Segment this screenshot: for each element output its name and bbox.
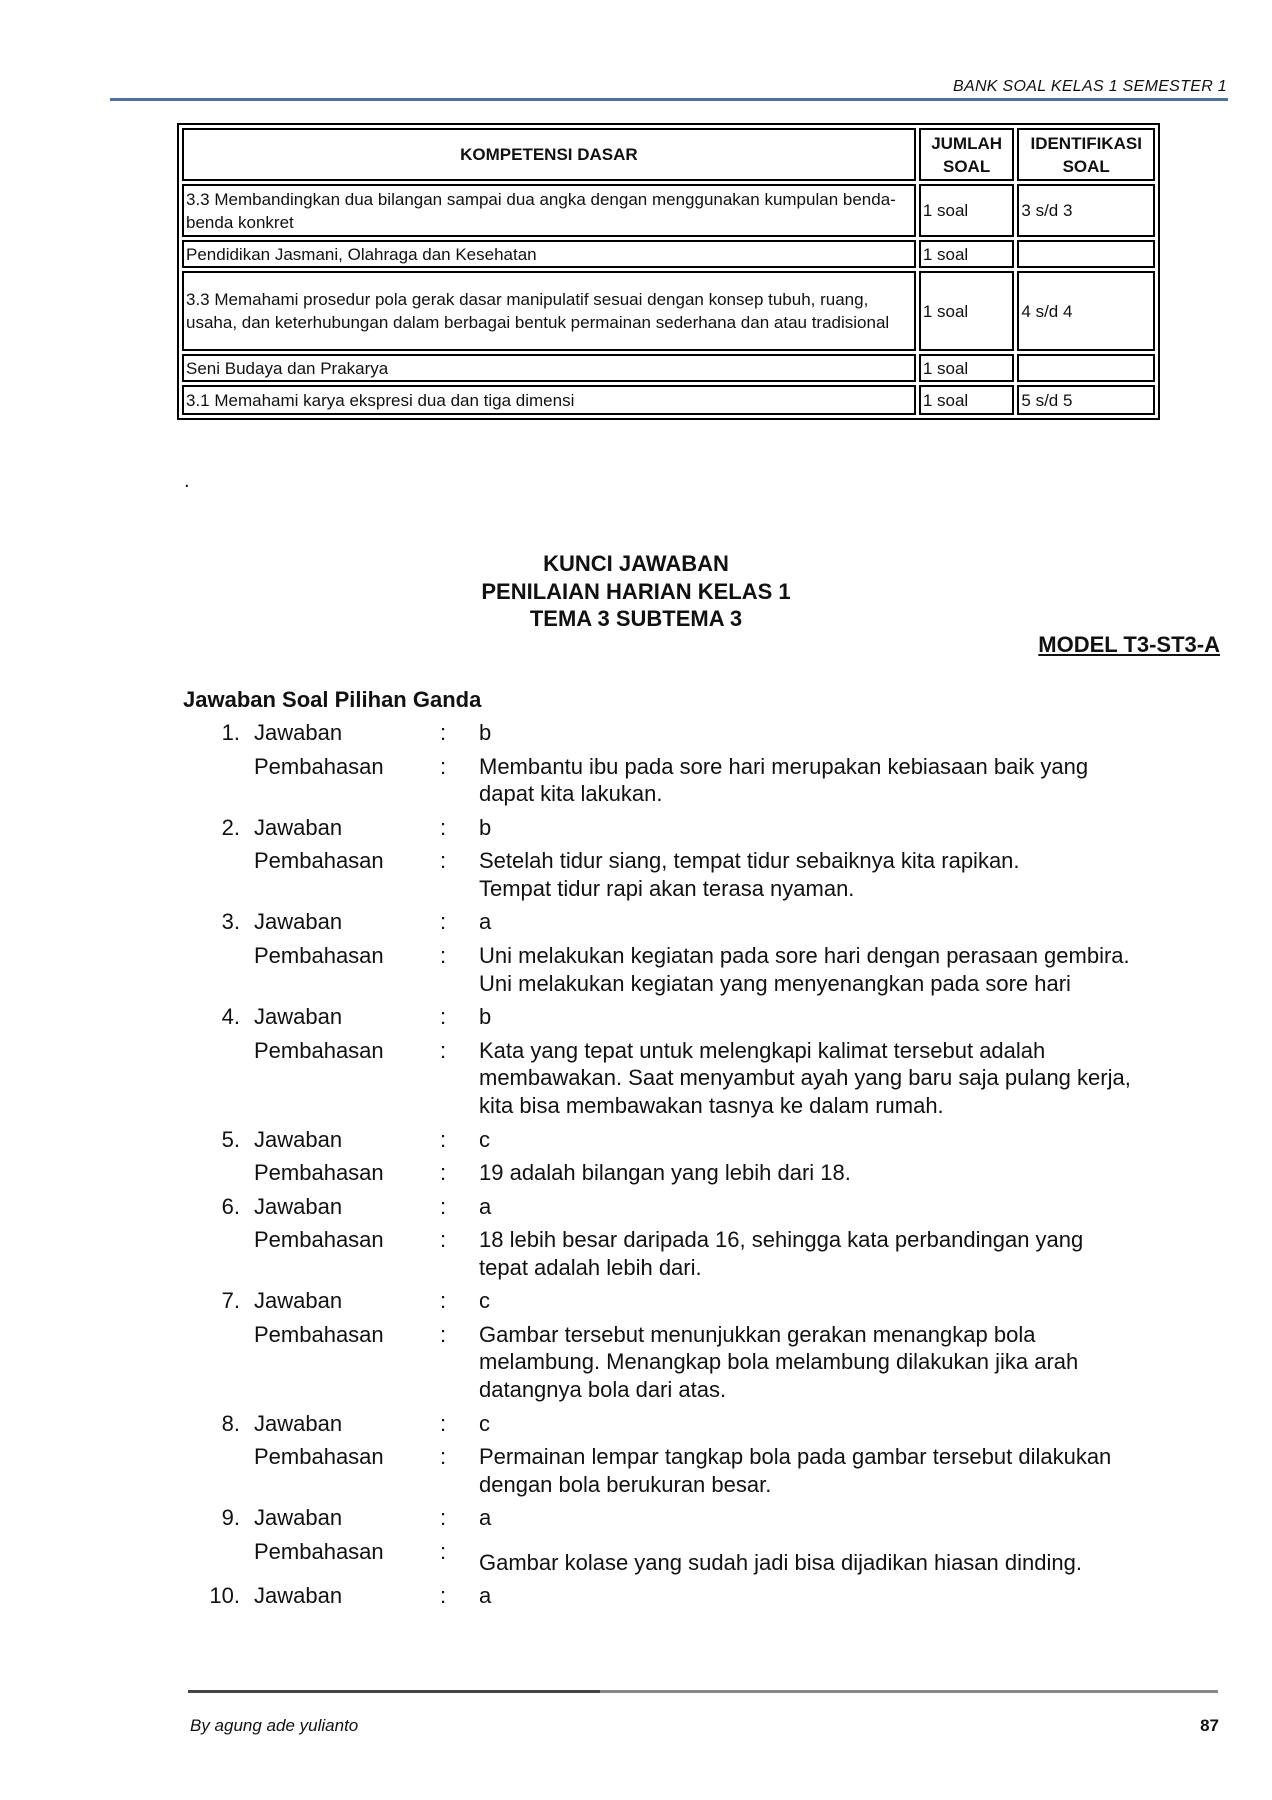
explanation-text (479, 1321, 1199, 1404)
explanation-row (0, 753, 1199, 814)
colon: : (440, 1410, 447, 1436)
section-heading: Jawaban Soal Pilihan Ganda (183, 687, 482, 712)
colon: : (440, 753, 447, 779)
explanation-row (0, 942, 1199, 1003)
explanation-text (479, 1159, 1199, 1187)
pembahasan-label: Pembahasan (254, 1538, 384, 1564)
cell-jumlah: 1 soal (919, 354, 1015, 382)
explanation-row (0, 847, 1199, 908)
answer-row (0, 908, 1199, 942)
explanation-line: Uni melakukan kegiatan yang menyenangkan pada sore hari (479, 970, 1071, 996)
header-divider (110, 98, 1228, 101)
explanation-row (0, 1226, 1199, 1287)
jawaban-label: Jawaban (254, 1505, 343, 1531)
table-row (182, 271, 1155, 351)
title-line-2: PENILAIAN HARIAN KELAS 1 (481, 578, 791, 604)
pembahasan-label: Pembahasan (254, 942, 384, 968)
pembahasan-label: Pembahasan (254, 1160, 384, 1186)
explanation-line: Kata yang tepat untuk melengkapi kalimat tersebut adalah (479, 1037, 1046, 1063)
answer-value: a (479, 1583, 492, 1609)
explanation-text (479, 1226, 1199, 1281)
explanation-row (0, 1538, 1199, 1583)
pembahasan-label: Pembahasan (254, 848, 384, 874)
jawaban-label: Jawaban (254, 1410, 343, 1436)
answer-row (0, 1504, 1199, 1538)
competency-table (177, 123, 1160, 420)
cell-identifikasi (1017, 354, 1155, 382)
answer-value: a (479, 1193, 492, 1219)
cell-jumlah: 1 soal (919, 271, 1015, 351)
pembahasan-label: Pembahasan (254, 1227, 384, 1253)
colon: : (440, 909, 447, 935)
colon: : (440, 1227, 447, 1253)
explanation-line: melambung. Menangkap bola melambung dilakukan jika arah (479, 1349, 1079, 1375)
explanation-row (0, 1443, 1199, 1504)
explanation-line: Gambar tersebut menunjukkan gerakan menangkap bola (479, 1321, 1036, 1347)
jawaban-label: Jawaban (254, 1583, 343, 1609)
header-identifikasi: IDENTIFIKASI SOAL (1017, 128, 1155, 181)
header-jumlah: JUMLAH SOAL (919, 128, 1015, 181)
answer-row (0, 1287, 1199, 1321)
answer-row (0, 814, 1199, 848)
answer-row (0, 1126, 1199, 1160)
item-number: 7. (221, 1288, 240, 1314)
jawaban-label: Jawaban (254, 909, 343, 935)
answer-value: c (479, 1410, 490, 1436)
pembahasan-label: Pembahasan (254, 1444, 384, 1470)
item-number: 10. (209, 1583, 240, 1609)
jawaban-label: Jawaban (254, 1126, 343, 1152)
title-line-3: TEMA 3 SUBTEMA 3 (529, 606, 743, 631)
table-row (182, 240, 1155, 268)
colon: : (440, 1004, 447, 1030)
item-number: 3. (221, 909, 240, 935)
colon: : (440, 1037, 447, 1063)
colon: : (440, 1160, 447, 1186)
item-number: 1. (221, 720, 240, 745)
cell-identifikasi: 3 s/d 3 (1017, 184, 1155, 237)
answer-value: b (479, 1004, 492, 1030)
colon: : (440, 848, 447, 874)
explanation-line: Uni melakukan kegiatan pada sore hari dengan perasaan gembira. (479, 942, 1130, 968)
explanation-line: Gambar kolase yang sudah jadi bisa dijadikan hiasan dinding. (479, 1549, 1082, 1575)
colon: : (440, 1193, 447, 1219)
explanation-line: 19 adalah bilangan yang lebih dari 18. (479, 1160, 851, 1186)
table-row (182, 184, 1155, 237)
colon: : (440, 1505, 447, 1531)
explanation-text (479, 1538, 1199, 1577)
answer-value: c (479, 1126, 490, 1152)
answer-row (0, 1582, 1199, 1616)
footer-author: By agung ade yulianto (190, 1716, 359, 1735)
document-title (0, 550, 1272, 633)
cell-identifikasi: 5 s/d 5 (1017, 385, 1155, 415)
explanation-line: Permainan lempar tangkap bola pada gambar tersebut dilakukan (479, 1444, 1112, 1470)
cell-identifikasi (1017, 240, 1155, 268)
pembahasan-label: Pembahasan (254, 1321, 384, 1347)
cell-jumlah: 1 soal (919, 184, 1015, 237)
explanation-line: Setelah tidur siang, tempat tidur sebaiknya kita rapikan. (479, 848, 1020, 874)
table-row (182, 385, 1155, 415)
explanation-line: Membantu ibu pada sore hari merupakan kebiasaan baik yang (479, 753, 1089, 779)
explanation-text (479, 1443, 1199, 1498)
table-row (182, 354, 1155, 382)
explanation-row (0, 1159, 1199, 1193)
explanation-text (479, 847, 1199, 902)
cell-jumlah: 1 soal (919, 385, 1015, 415)
colon: : (440, 1444, 447, 1470)
item-number: 4. (221, 1004, 240, 1030)
explanation-line: dengan bola berukuran besar. (479, 1471, 772, 1497)
model-code: MODEL T3-ST3-A (1038, 632, 1220, 657)
explanation-line: dapat kita lakukan. (479, 781, 663, 807)
answer-value: a (479, 1505, 492, 1531)
jawaban-label: Jawaban (254, 1193, 343, 1219)
footer-divider (188, 1690, 1218, 1693)
answer-list (0, 719, 1199, 1616)
cell-kompetensi: 3.1 Memahami karya ekspresi dua dan tiga dimensi (182, 385, 916, 415)
item-number: 6. (221, 1193, 240, 1219)
item-number: 5. (221, 1126, 240, 1152)
jawaban-label: Jawaban (254, 814, 343, 840)
jawaban-label: Jawaban (254, 720, 343, 745)
colon: : (440, 1538, 447, 1564)
cell-jumlah: 1 soal (919, 240, 1015, 268)
explanation-line: Tempat tidur rapi akan terasa nyaman. (479, 875, 855, 901)
answer-value: b (479, 720, 492, 745)
answer-value: b (479, 814, 492, 840)
stray-dot: . (184, 470, 190, 492)
cell-identifikasi: 4 s/d 4 (1017, 271, 1155, 351)
colon: : (440, 1126, 447, 1152)
cell-kompetensi: Pendidikan Jasmani, Olahraga dan Kesehatan (182, 240, 916, 268)
jawaban-label: Jawaban (254, 1288, 343, 1314)
answer-row (0, 1410, 1199, 1444)
colon: : (440, 1583, 447, 1609)
answer-row (0, 1003, 1199, 1037)
pembahasan-label: Pembahasan (254, 1037, 384, 1063)
item-number: 8. (221, 1410, 240, 1436)
running-header: BANK SOAL KELAS 1 SEMESTER 1 (953, 78, 1227, 95)
page-number: 87 (1200, 1716, 1219, 1735)
title-line-1: KUNCI JAWABAN (543, 551, 729, 576)
cell-kompetensi: Seni Budaya dan Prakarya (182, 354, 916, 382)
colon: : (440, 1321, 447, 1347)
explanation-line: kita bisa membawakan tasnya ke dalam rumah. (479, 1093, 944, 1119)
pembahasan-label: Pembahasan (254, 753, 384, 779)
explanation-row (0, 1037, 1199, 1126)
answer-row (0, 719, 1199, 753)
explanation-text (479, 942, 1199, 997)
item-number: 2. (221, 814, 240, 840)
table-header-row (182, 128, 1155, 181)
answer-row (0, 1193, 1199, 1227)
answer-value: c (479, 1288, 490, 1314)
explanation-text (479, 1037, 1199, 1120)
explanation-row (0, 1321, 1199, 1410)
header-kompetensi: KOMPETENSI DASAR (182, 128, 916, 181)
explanation-line: datangnya bola dari atas. (479, 1377, 727, 1403)
colon: : (440, 720, 447, 745)
jawaban-label: Jawaban (254, 1004, 343, 1030)
explanation-line: 18 lebih besar daripada 16, sehingga kata perbandingan yang (479, 1227, 1084, 1253)
item-number: 9. (221, 1505, 240, 1531)
answer-value: a (479, 909, 492, 935)
colon: : (440, 1288, 447, 1314)
explanation-line: membawakan. Saat menyambut ayah yang baru saja pulang kerja, (479, 1065, 1131, 1091)
cell-kompetensi: 3.3 Memahami prosedur pola gerak dasar manipulatif sesuai dengan konsep tubuh, ruang, usaha, dan keterhubungan dalam berbagai bentuk permainan sederhana dan atau tradisional (182, 271, 916, 351)
colon: : (440, 814, 447, 840)
cell-kompetensi: 3.3 Membandingkan dua bilangan sampai dua angka dengan menggunakan kumpulan benda-benda konkret (182, 184, 916, 237)
explanation-line: tepat adalah lebih dari. (479, 1254, 702, 1280)
explanation-text (479, 753, 1199, 808)
colon: : (440, 942, 447, 968)
